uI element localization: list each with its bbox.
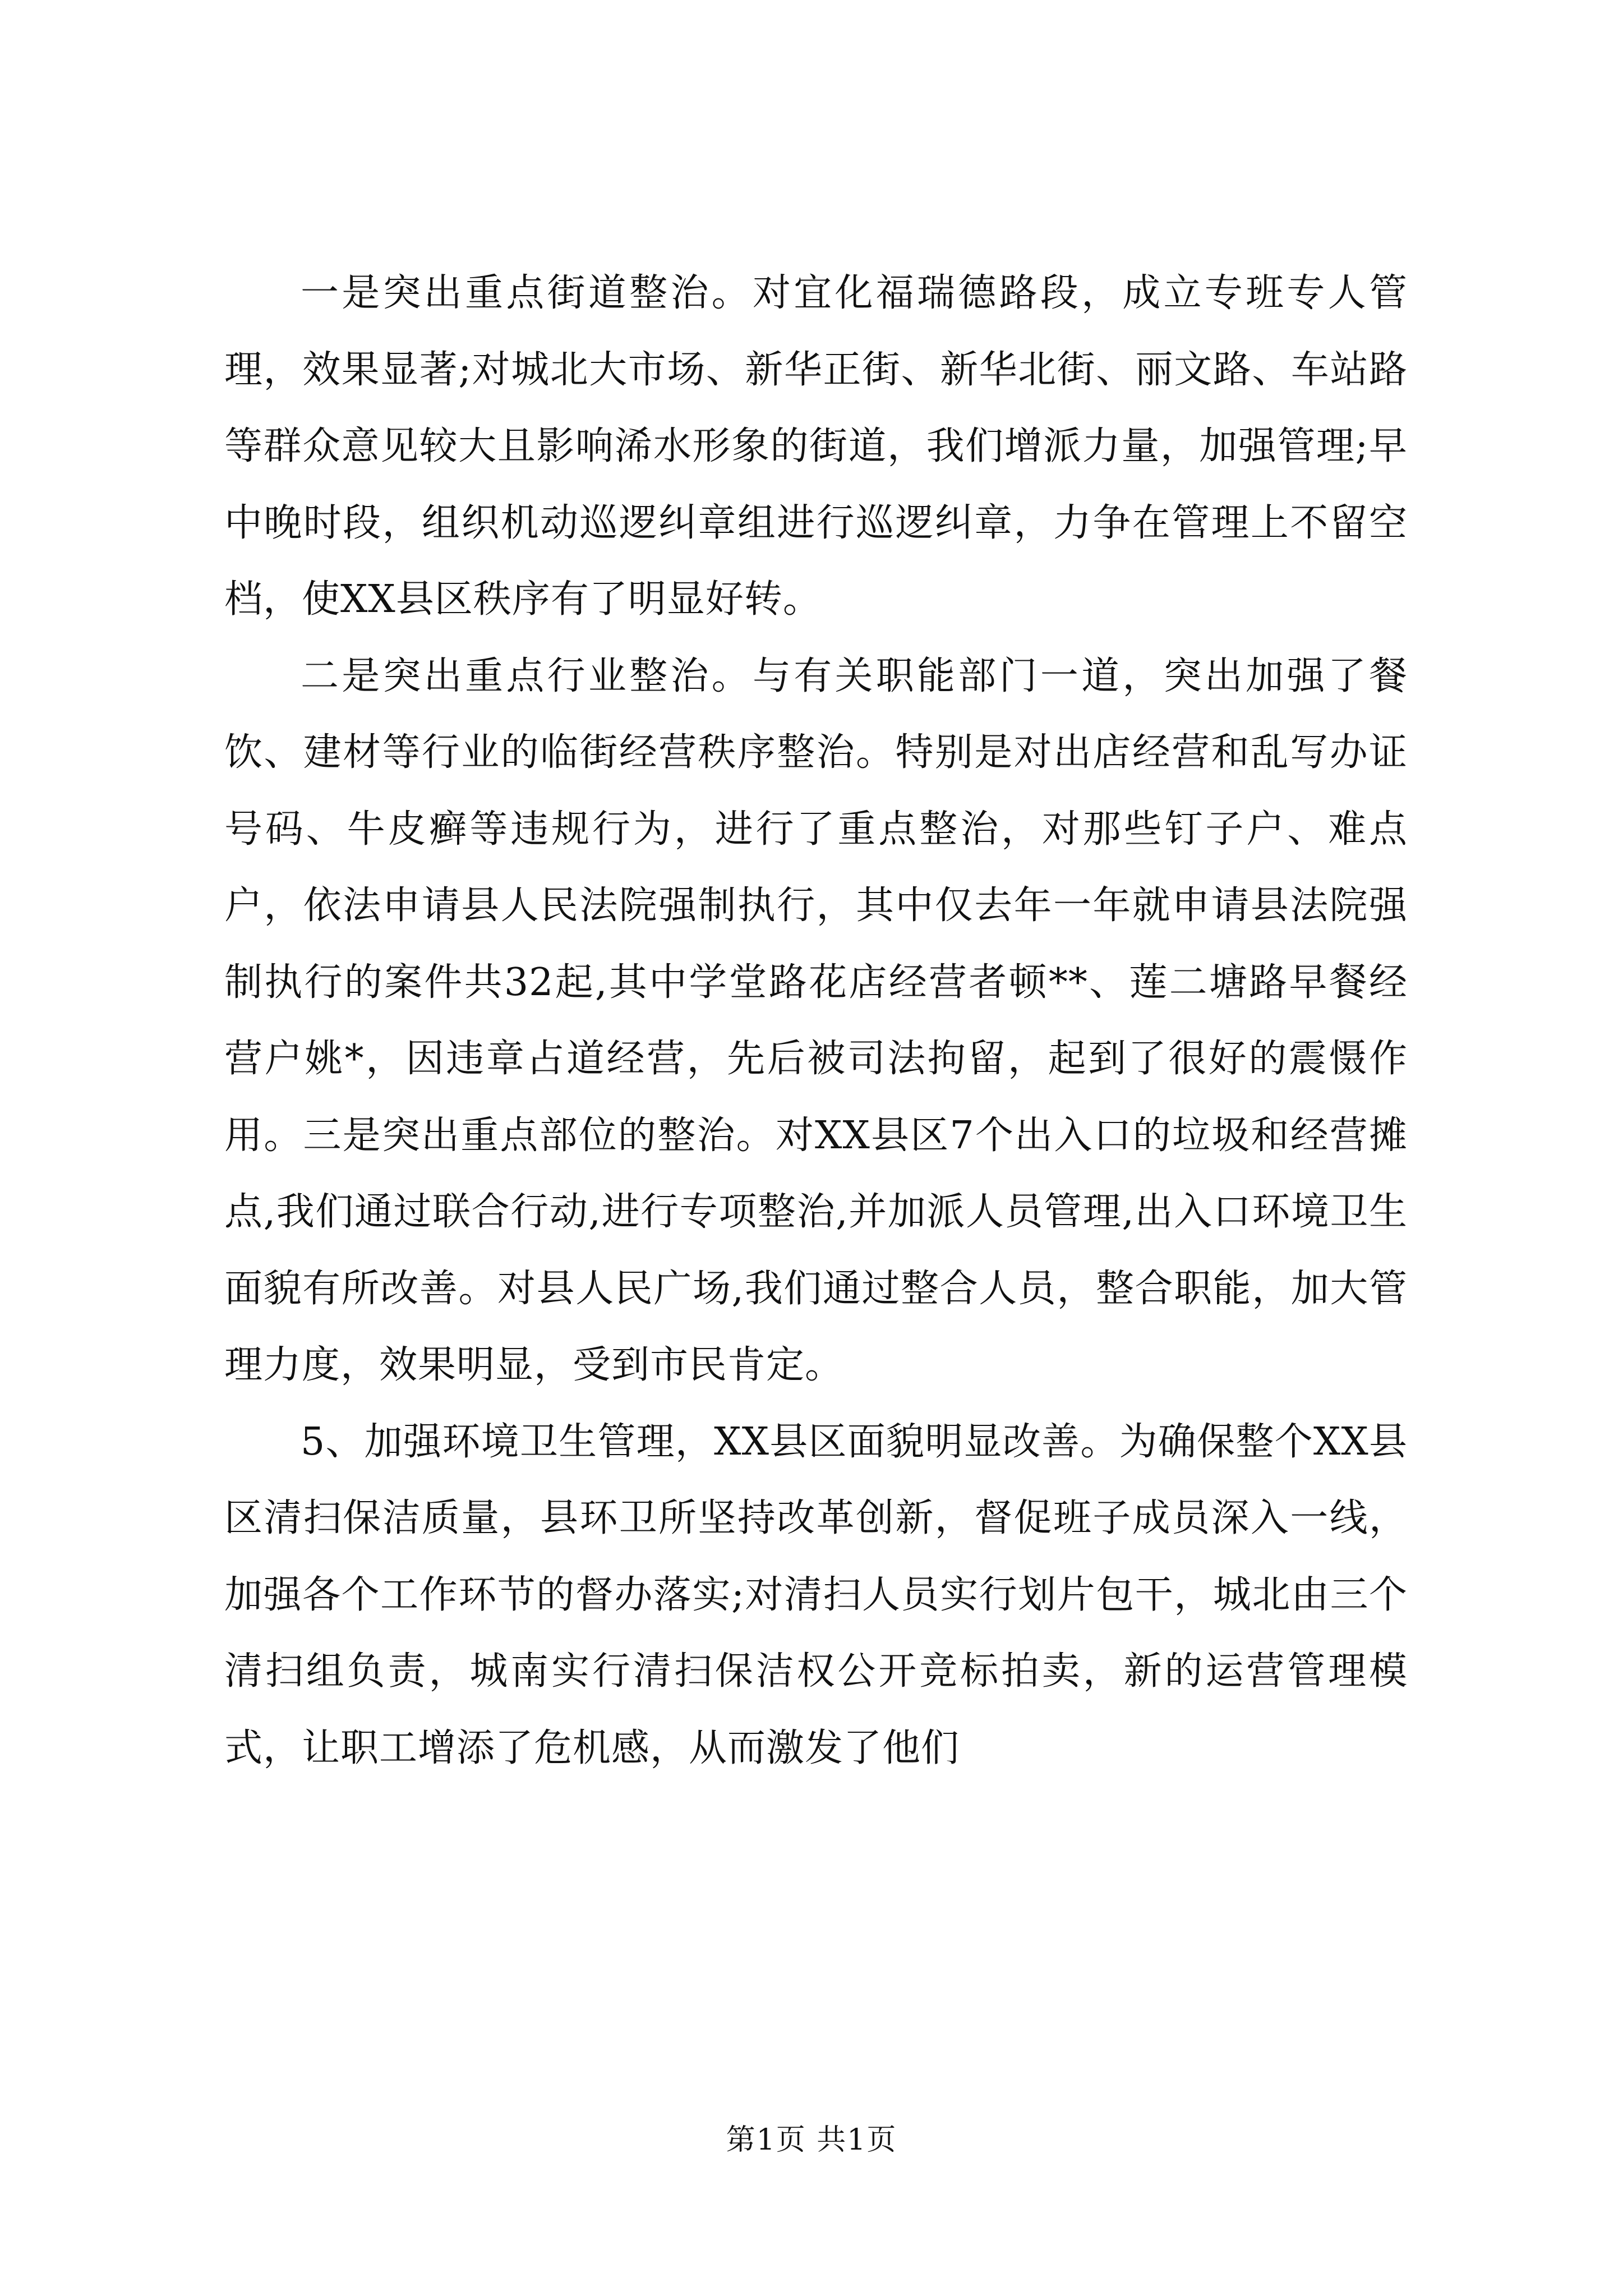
paragraph-industry-rectification: 二是突出重点行业整治。与有关职能部门一道，突出加强了餐饮、建材等行业的临街经营秩序整治。特别是对出店经营和乱写办证号码、牛皮癣等违规行为，进行了重点整治，对那些钉子户、难点户，依法申请县人民法院强制执行，其中仅去年一年就申请县法院强制执行的案件共32起,其中学堂路花店经营者顿**、莲二塘路早餐经营户姚*，因违章占道经营，先后被司法拘留，起到了很好的震慑作用。三是突出重点部位的整治。对XX县区7个出入口的垃圾和经营摊点,我们通过联合行动,进行专项整治,并加派人员管理,出入口环境卫生面貌有所改善。对县人民广场,我们通过整合人员，整合职能，加大管理力度，效果明显，受到市民肯定。 <box>224 654 1408 1387</box>
paragraph-sanitation-management: 5、加强环境卫生管理，XX县区面貌明显改善。为确保整个XX县区清扫保洁质量，县环卫所坚持改革创新，督促班子成员深入一线，加强各个工作环节的督办落实;对清扫人员实行划片包干，城北由三个清扫组负责，城南实行清扫保洁权公开竞标拍卖，新的运营管理模式，让职工增添了危机感，从而激发了他们 <box>224 1419 1408 1770</box>
document-body <box>224 255 1408 1787</box>
paragraph-street-rectification: 一是突出重点街道整治。对宜化福瑞德路段，成立专班专人管理，效果显著;对城北大市场、新华正街、新华北街、丽文路、车站路等群众意见较大且影响浠水形象的街道，我们增派力量，加强管理;早中晚时段，组织机动巡逻纠章组进行巡逻纠章，力争在管理上不留空档，使XX县区秩序有了明显好转。 <box>224 271 1408 622</box>
page-footer: 第1页 共1页 <box>726 2123 897 2157</box>
